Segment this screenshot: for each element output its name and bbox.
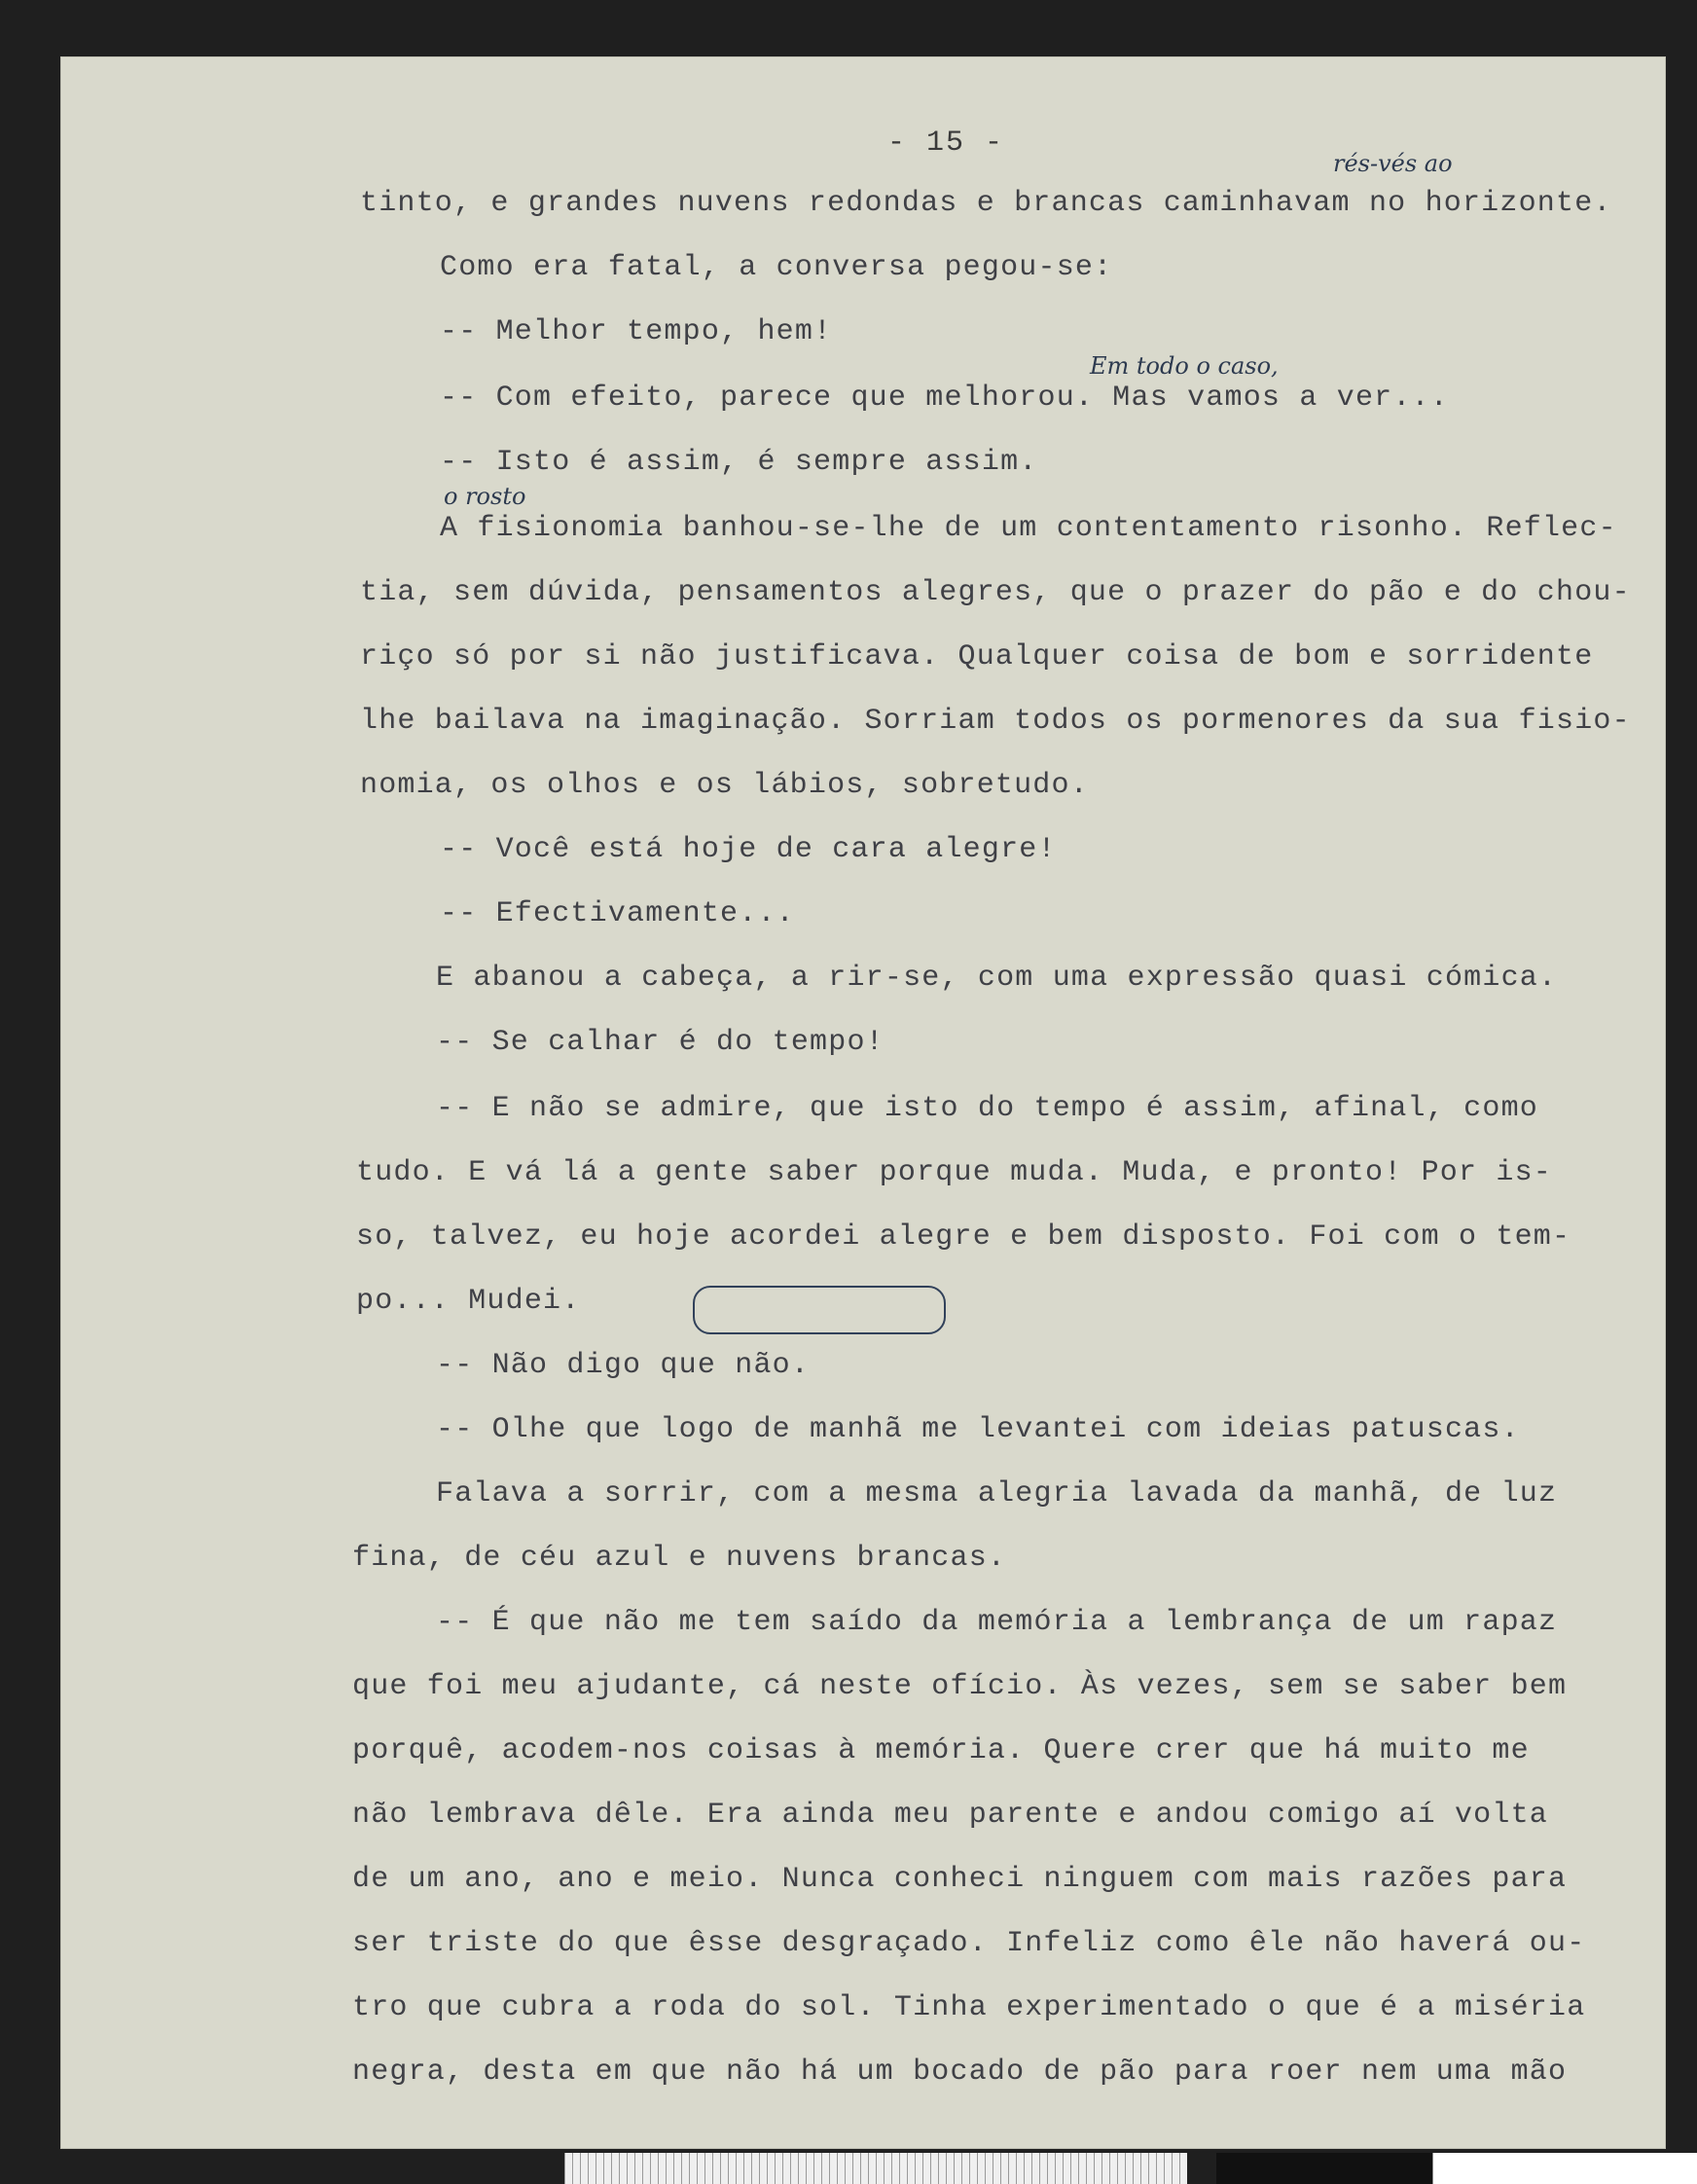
text-line: -- Não digo que não. [436,1349,811,1382]
scale-ruler [564,2153,1187,2184]
text-line: fina, de céu azul e nuvens brancas. [352,1542,1007,1575]
text-line: riço só por si não justificava. Qualquer coisa de bom e sorridente [360,640,1594,673]
text-line: lhe bailava na imaginação. Sorriam todos os pormenores da sua fisio- [360,705,1631,738]
text-line: -- Efectivamente... [440,897,795,930]
text-line: -- Olhe que logo de manhã me levantei com ideias patuscas. [436,1413,1520,1446]
text-line: -- E não se admire, que isto do tempo é assim, afinal, como [436,1092,1538,1125]
text-line: Falava a sorrir, com a mesma alegria lavada da manhã, de luz [436,1477,1558,1511]
text-line: po... Mudei. [356,1285,581,1318]
text-line: -- Isto é assim, é sempre assim. [440,446,1038,479]
color-calibration-bar [1216,2153,1697,2184]
text-line: -- Com efeito, parece que melhorou. Mas vamos a ver... [440,382,1449,415]
text-line: tinto, e grandes nuvens redondas e brancas caminhavam no horizonte. [360,187,1612,220]
text-line: -- Se calhar é do tempo! [436,1026,885,1059]
text-line: ser triste do que êsse desgraçado. Infeliz como êle não haverá ou- [352,1927,1586,1960]
text-line: nomia, os olhos e os lábios, sobretudo. [360,769,1089,802]
text-line: so, talvez, eu hoje acordei alegre e bem disposto. Foi com o tem- [356,1220,1571,1254]
text-line: -- Você está hoje de cara alegre! [440,833,1057,866]
text-line: tro que cubra a roda do sol. Tinha experimentado o que é a miséria [352,1991,1586,2024]
handwritten-annotation: Em todo o caso, [1090,352,1279,380]
text-line: não lembrava dêle. Era ainda meu parente e andou comigo aí volta [352,1799,1548,1832]
text-line: -- Melhor tempo, hem! [440,315,833,348]
text-line: Como era fatal, a conversa pegou-se: [440,251,1113,284]
text-line: porquê, acodem-nos coisas à memória. Quere crer que há muito me [352,1734,1530,1767]
text-line: A fisionomia banhou-se-lhe de um contentamento risonho. Reflec- [440,512,1617,545]
text-line: -- É que não me tem saído da memória a lembrança de um rapaz [436,1606,1558,1639]
circled-phrase-outline [693,1286,946,1334]
page-number: - 15 - [887,127,1005,160]
handwritten-annotation: o rosto [444,483,526,510]
text-line: tia, sem dúvida, pensamentos alegres, que o prazer do pão e do chou- [360,576,1631,609]
text-line: negra, desta em que não há um bocado de pão para roer nem uma mão [352,2056,1568,2089]
text-line: de um ano, ano e meio. Nunca conheci ninguem com mais razões para [352,1863,1568,1896]
text-line: que foi meu ajudante, cá neste ofício. Às vezes, sem se saber bem [352,1670,1568,1703]
text-line: E abanou a cabeça, a rir-se, com uma expressão quasi cómica. [436,962,1558,995]
text-line: tudo. E vá lá a gente saber porque muda. Muda, e pronto! Por is- [356,1156,1552,1189]
typewritten-page [60,56,1666,2149]
handwritten-annotation: rés-vés ao [1333,150,1453,177]
